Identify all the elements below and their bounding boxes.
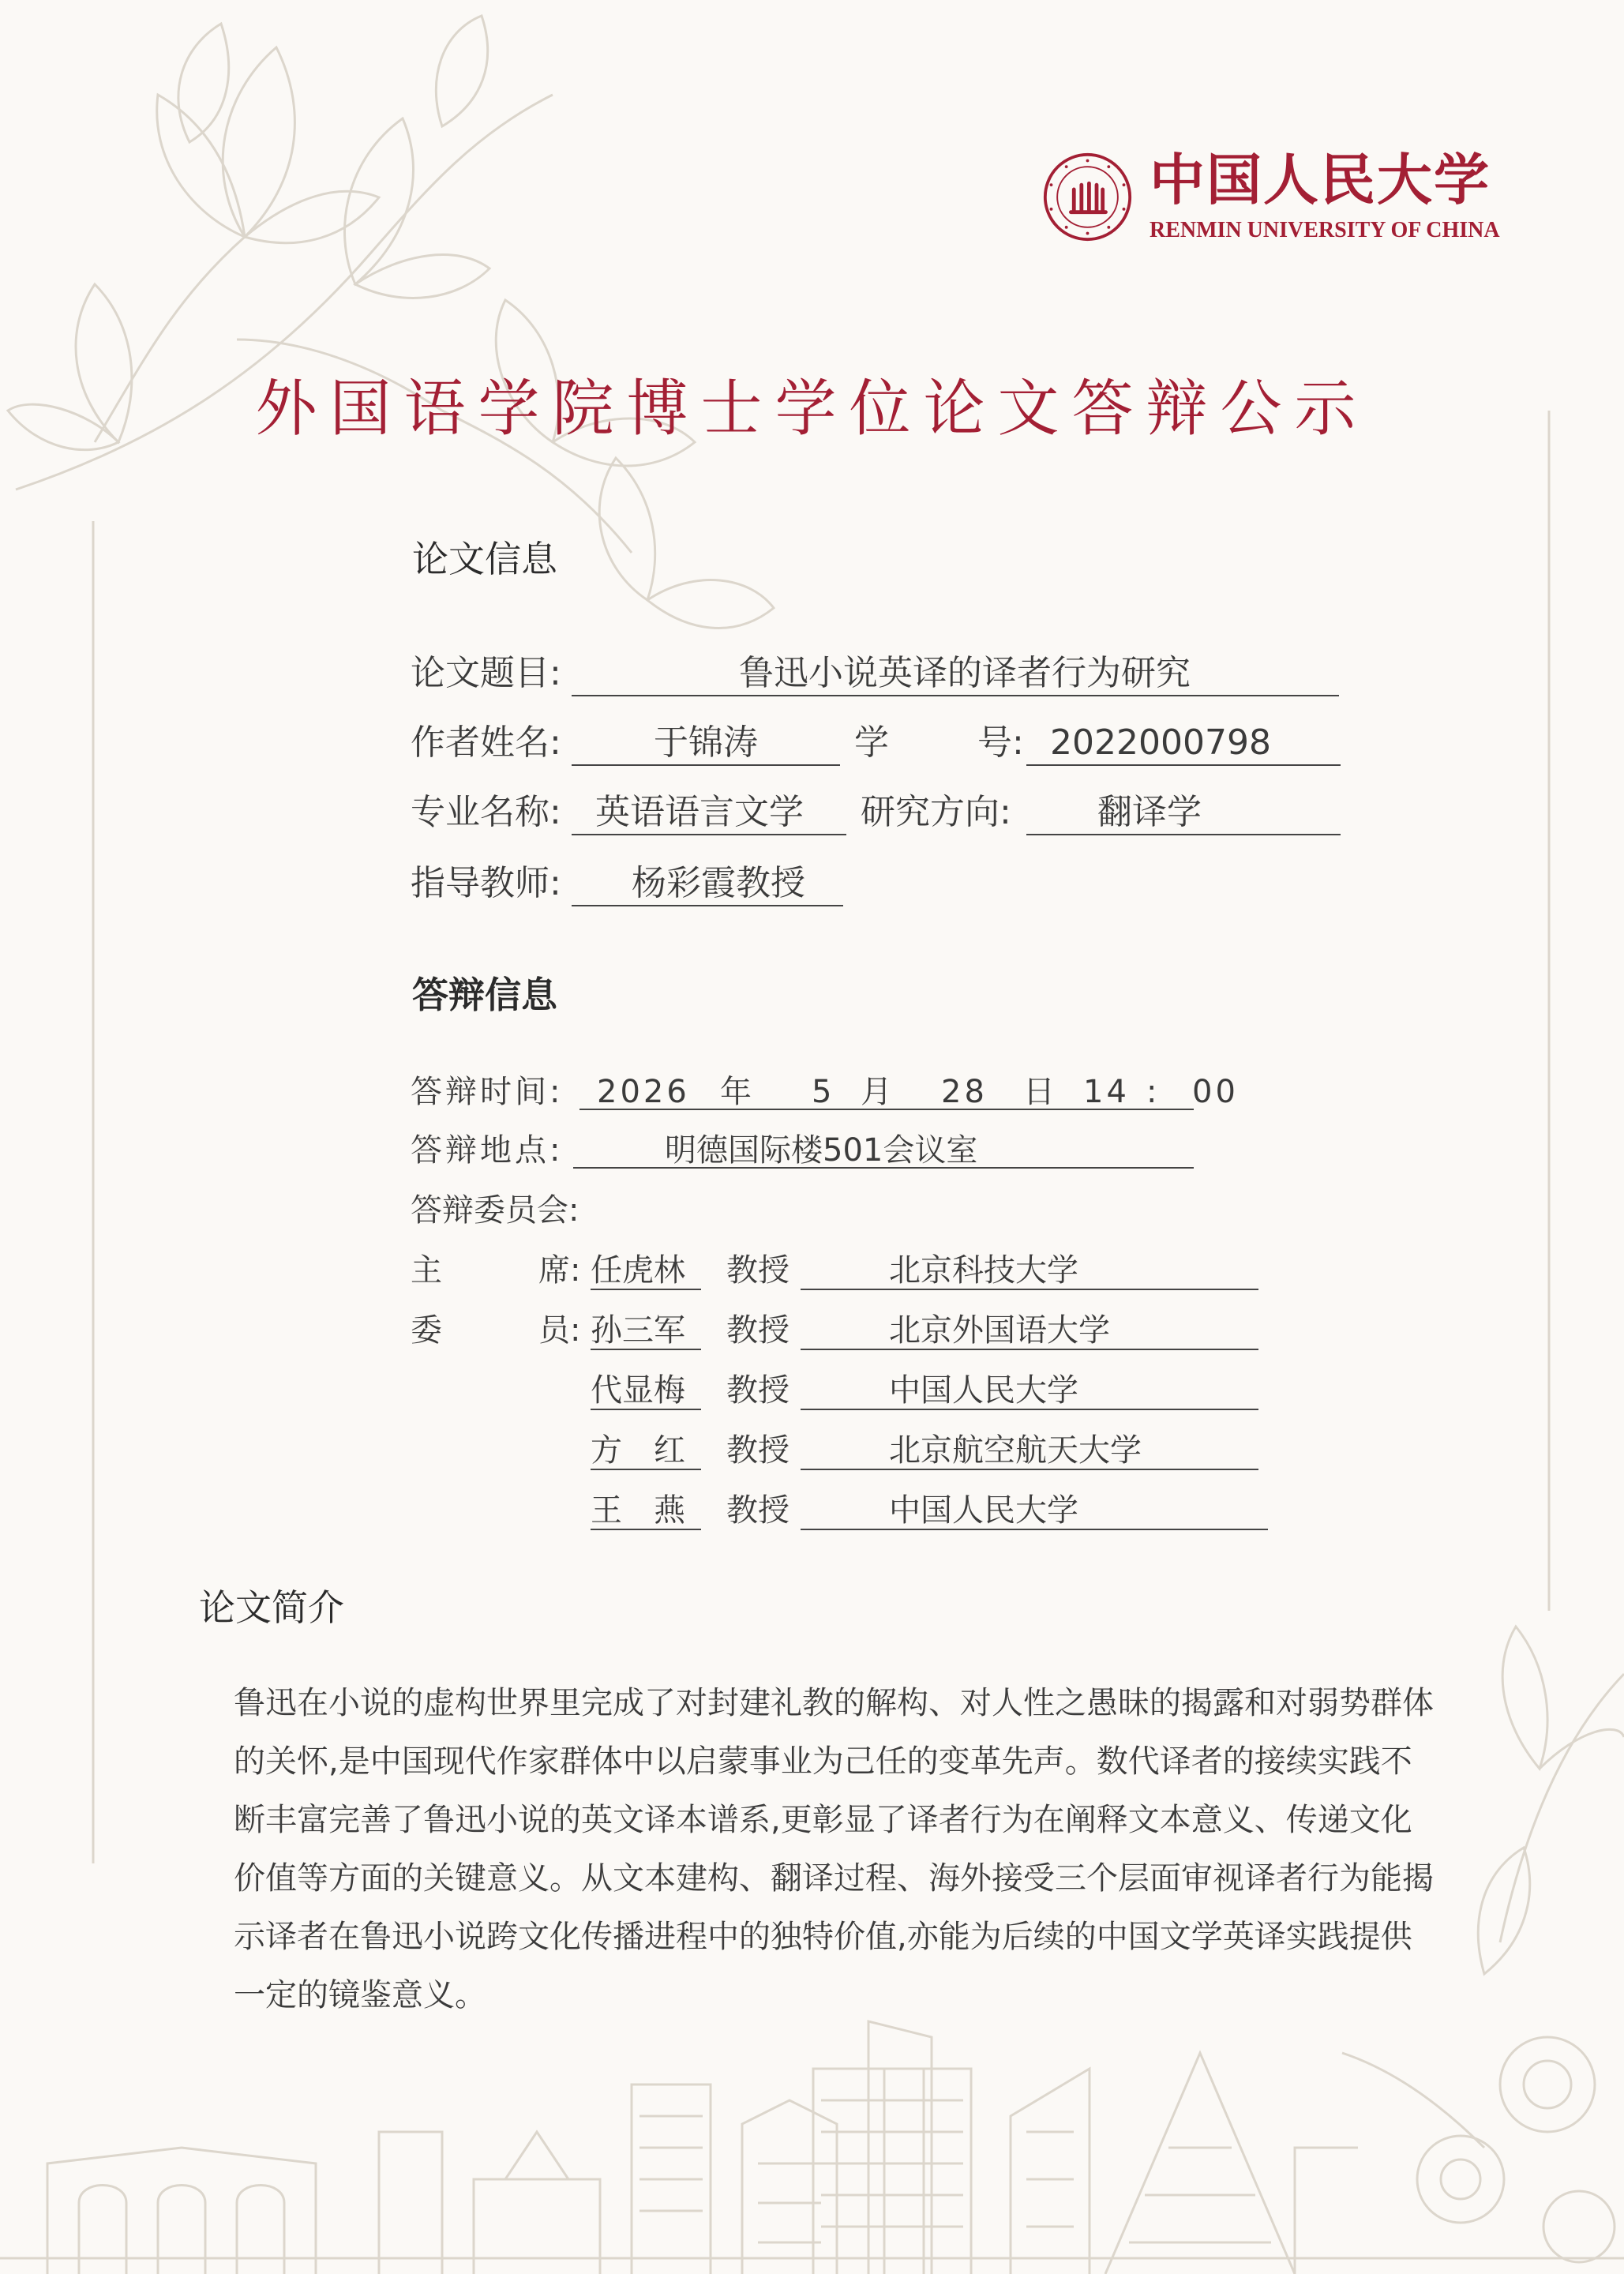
member-affiliation: 北京外国语大学: [889, 1312, 1110, 1349]
member-affiliation-field: [801, 1431, 1258, 1470]
member-title: 教授: [726, 1372, 789, 1409]
member-affiliation-field: [801, 1251, 1258, 1290]
thesis-title-field: [572, 652, 1339, 696]
author-label: 作者姓名:: [411, 722, 561, 763]
chair-label-part1: 主: [411, 1252, 442, 1289]
page-title: 外国语学院博士学位论文答辩公示: [255, 373, 1369, 445]
member-label-part2: 员:: [538, 1312, 581, 1349]
university-seal-icon: [1042, 152, 1133, 242]
advisor-label: 指导教师:: [411, 863, 561, 903]
member-affiliation: 北京科技大学: [889, 1252, 1078, 1289]
member-affiliation: 中国人民大学: [889, 1492, 1078, 1529]
defense-month: 5: [812, 1074, 835, 1110]
major-label: 专业名称:: [411, 792, 561, 832]
advisor-value: 杨彩霞教授: [632, 863, 805, 903]
defense-time-colon: :: [1146, 1074, 1161, 1110]
defense-day: 28: [941, 1074, 988, 1110]
member-name-field: [591, 1251, 701, 1290]
member-affiliation-field: [801, 1311, 1258, 1350]
committee-label: 答辩委员会:: [411, 1192, 579, 1229]
defense-day-unit: 日: [1023, 1074, 1058, 1110]
university-name-en: RENMIN UNIVERSITY OF CHINA: [1150, 218, 1500, 242]
author-field: [572, 722, 840, 766]
member-name: 孙三军: [591, 1312, 685, 1349]
student-id-value: 2022000798: [1050, 722, 1271, 763]
member-name-field: [591, 1431, 701, 1470]
member-title: 教授: [726, 1252, 789, 1289]
abstract-text: 鲁迅在小说的虚构世界里完成了对封建礼教的解构、对人性之愚昧的揭露和对弱势群体的关怀,是中国现代作家群体中以启蒙事业为己任的变革先声。数代译者的接续实践不断丰富完善了鲁迅小说的英文译本谱系,更彰显了译者行为在阐释文本意义、传递文化价值等方面的关键意义。从文本建构、翻译过程、海外接受三个层面审视译者行为能揭示译者在鲁迅小说跨文化传播进程中的独特价值,亦能为后续的中国文学英译实践提供一定的镜鉴意义。: [234, 1685, 1434, 2013]
defense-month-unit: 月: [861, 1074, 895, 1110]
university-logo: [1034, 147, 1500, 250]
member-name-field: [591, 1311, 701, 1350]
chair-label-part2: 席:: [538, 1252, 581, 1289]
author-value: 于锦涛: [654, 722, 758, 763]
student-id-label-part1: 学: [854, 722, 889, 763]
defense-minute: 00: [1192, 1074, 1239, 1110]
member-name: 王 燕: [591, 1492, 685, 1529]
member-name: 方 红: [591, 1432, 685, 1469]
member-name-field: [591, 1491, 701, 1530]
defense-year-unit: 年: [720, 1074, 755, 1110]
member-label-part1: 委: [411, 1312, 442, 1349]
defense-time-label: 答辩时间:: [411, 1074, 564, 1110]
member-name: 任虎林: [591, 1252, 685, 1289]
university-name-cn: 中国人民大学: [1150, 147, 1491, 212]
major-field: [572, 791, 846, 835]
thesis-title-value: 鲁迅小说英译的译者行为研究: [739, 653, 1191, 693]
student-id-field: [1026, 722, 1341, 766]
research-direction-field: [1026, 791, 1341, 835]
member-affiliation: 北京航空航天大学: [889, 1432, 1142, 1469]
defense-year: 2026: [597, 1074, 690, 1110]
member-name-field: [591, 1371, 701, 1410]
thesis-title-label: 论文题目:: [411, 653, 561, 693]
thesis-info-heading: 论文信息: [412, 538, 557, 580]
member-affiliation-field: [801, 1371, 1258, 1410]
member-title: 教授: [726, 1432, 789, 1469]
advisor-field: [572, 862, 843, 906]
defense-info-heading: 答辩信息: [412, 974, 557, 1016]
member-name: 代显梅: [591, 1372, 685, 1409]
defense-place-label: 答辩地点:: [411, 1132, 564, 1169]
major-value: 英语语言文学: [595, 792, 804, 832]
abstract-heading: 论文简介: [199, 1586, 344, 1629]
member-affiliation: 中国人民大学: [889, 1372, 1078, 1409]
member-title: 教授: [726, 1492, 789, 1529]
member-title: 教授: [726, 1312, 789, 1349]
defense-hour: 14: [1083, 1074, 1130, 1110]
defense-place-value: 明德国际楼501会议室: [665, 1132, 978, 1169]
member-affiliation-field: [801, 1491, 1268, 1530]
research-direction-value: 翻译学: [1097, 792, 1202, 832]
student-id-label-part2: 号:: [977, 722, 1024, 763]
research-direction-label: 研究方向:: [861, 792, 1011, 832]
